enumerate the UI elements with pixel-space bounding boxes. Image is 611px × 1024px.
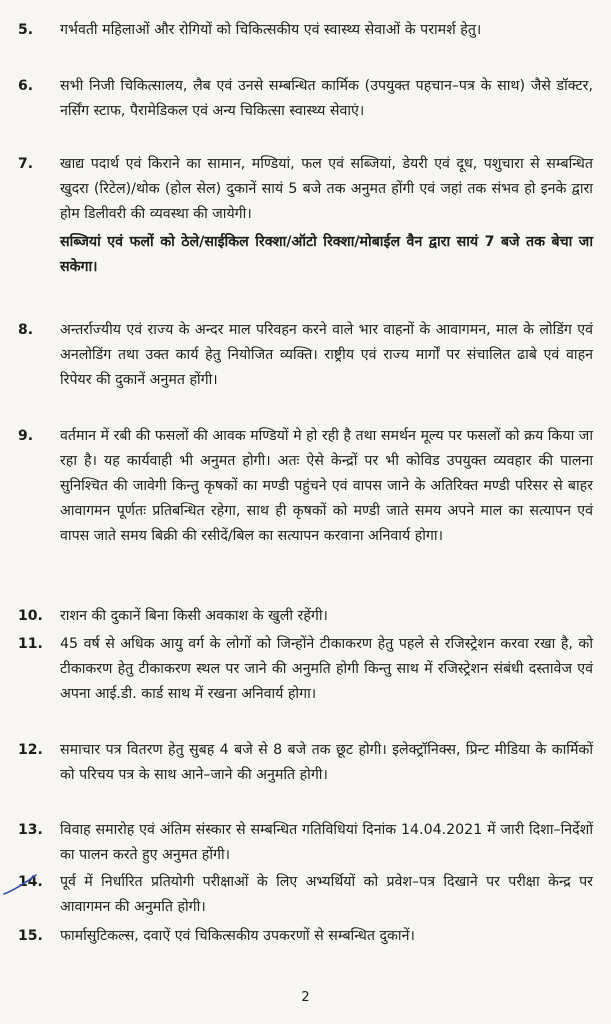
list-item-12 [18,738,593,788]
item-text: अन्तर्राज्यीय एवं राज्य के अन्दर माल परिवहन करने वाले भार वाहनों के आवागमन, माल के लोडिंग एवं अनलोडिंग तथा उक्त कार्य हेतु नियोजित व्यक्ति। राष्ट्रीय एवं राज्य मार्गों पर संचालित ढाबे एवं वाहन रिपेयर की दुकानें अनुमत होंगी। [60,322,593,388]
item-note-bold: सब्जियां एवं फलों को ठेले/साईकिल रिक्शा/ऑटो रिक्शा/मोबाईल वैन द्वारा सायं 7 बजे तक बेचा जा सकेगा। [60,234,593,275]
item-number: 14. [18,874,43,890]
list-item-10 [18,604,593,629]
item-text: सभी निजी चिकित्सालय, लैब एवं उनसे सम्बन्धित कार्मिक (उपयुक्त पहचान–पत्र के साथ) जैसे डॉक्टर, नर्सिंग स्टाफ, पैरामेडिकल एवं अन्य चिकित्सा स्वास्थ्य सेवाएं। [60,78,593,119]
item-text: पूर्व में निर्धारित प्रतियोगी परीक्षाओं के लिए अभ्यर्थियों को प्रवेश–पत्र दिखाने पर परीक्षा केन्द्र पर आवागमन की अनुमति होगी। [60,874,593,915]
item-text-block [60,152,593,280]
pen-mark-icon [2,872,38,898]
item-number: 12. [18,742,43,758]
item-number: 13. [18,822,43,838]
item-number: 11. [18,636,43,652]
item-text: गर्भवती महिलाओं और रोगियों को चिकित्सकीय एवं स्वास्थ्य सेवाओं के परामर्श हेतु। [60,22,482,38]
item-text: समाचार पत्र वितरण हेतु सुबह 4 बजे से 8 बजे तक छूट होगी। इलेक्ट्रॉनिक्स, प्रिन्ट मीडिया के कार्मिकों को परिचय पत्र के साथ आने–जाने की अनुमति होगी। [60,742,593,783]
item-number: 6. [18,78,34,94]
item-number: 9. [18,428,34,444]
list-item-13 [18,818,593,868]
list-item-8 [18,318,593,393]
item-text: वर्तमान में रबी की फसलों की आवक मण्डियों मे हो रही है तथा समर्थन मूल्य पर फसलों को क्रय किया जा रहा है। यह कार्यवाही भी अनुमत होगी। अतः ऐसे केन्द्रों पर भी कोविड उपयुक्त व्यवहार की पालना सुनिश्चित की जावेगी किन्तु कृषकों का मण्डी पहुंचने एवं वापस जाने के अतिरिक्त मण्डी परिसर से बाहर आवागमन पूर्णतः प्रतिबन्धित रहेगा, साथ ही कृषकों को मण्डी जाते समय अपने माल का सत्यापन एवं वापस जाते समय बिक्री की रसीदें/बिल का सत्यापन करवाना अनिवार्य होगा। [60,428,593,544]
item-text: विवाह समारोह एवं अंतिम संस्कार से सम्बन्धित गतिविधियां दिनांक 14.04.2021 में जारी दिशा–निर्देशों का पालन करते हुए अनुमत होंगी। [60,822,593,863]
item-text: 45 वर्ष से अधिक आयु वर्ग के लोगों को जिन्होंने टीकाकरण हेतु पहले से रजिस्ट्रेशन करवा रखा है, को टीकाकरण हेतु टीकाकरण स्थल पर जाने की अनुमति होगी किन्तु साथ में रजिस्ट्रेशन संबंधी दस्तावेज एवं अपना आई.डी. कार्ड साथ में रखना अनिवार्य होगा। [60,636,593,702]
list-item-11 [18,632,593,707]
item-number: 7. [18,156,34,172]
item-number: 10. [18,608,43,624]
list-item-9 [18,424,593,549]
list-item-14 [18,870,593,920]
item-text: फार्मासुटिकल्स, दवाऐं एवं चिकित्सकीय उपकरणों से सम्बन्धित दुकानें। [60,928,415,944]
list-item-7 [18,152,593,280]
list-item-15 [18,924,593,949]
item-number: 5. [18,22,34,38]
item-text: खाद्य पदार्थ एवं किराने का सामान, मण्डियां, फल एवं सब्जियां, डेयरी एवं दूध, पशुचारा से सम्बन्धित खुदरा (रिटेल)/थोक (होल सेल) दुकानें सायं 5 बजे तक अनुमत होंगी एवं जहां तक संभव हो इनके द्वारा होम डिलीवरी की व्यवस्था की जायेगी। [60,156,593,222]
item-text: राशन की दुकानें बिना किसी अवकाश के खुली रहेंगी। [60,608,328,624]
page-number: 2 [301,990,310,1005]
list-item-6 [18,74,593,124]
item-number: 8. [18,322,34,338]
list-item-5 [18,18,593,43]
item-number: 15. [18,928,43,944]
